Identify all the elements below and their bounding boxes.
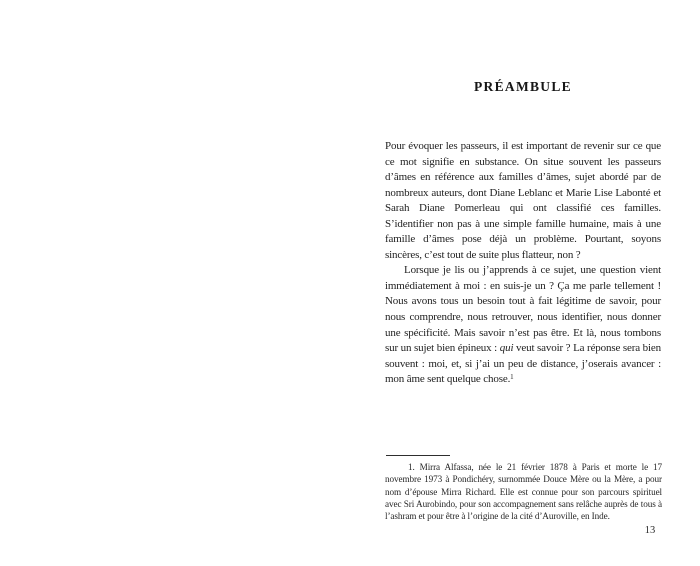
paragraph — [385, 139, 661, 263]
footnote-reference: 1 — [510, 372, 514, 381]
text-segment: 1. Mirra Alfassa, née le 21 février 1878 à Paris et morte le 17 novembre 1973 à Pondichéry, surnommée Douce Mère ou la Mère, a pour nom d’épouse Mirra Richard. Elle est connue pour son parcours spirituel avec Sri Aurobindo, pour son accompagnement sans relâche auprès de tous à l’ashram et pour être à l’origine de la cité d’Auroville, en Inde. — [385, 462, 662, 522]
text-segment: Pour évoquer les passeurs, il est important de revenir sur ce que ce mot signifie en substance. On situe souvent les passeurs d’âmes en référence aux familles d’âmes, sujet abordé par de nombreux auteurs, dont Diane Leblanc et Marie Lise Labonté et Sarah Diane Pomerleau qui ont classifié ces familles. S’identifier non pas à une simple famille humaine, mais à une famille d’âmes pose déjà un problème. Pourtant, soyons sincères, c’est tout de suite plus flatteur, non ? — [385, 140, 661, 261]
footnote-separator-rule — [386, 455, 450, 456]
paragraph — [385, 263, 661, 387]
paragraph — [385, 461, 662, 522]
text-segment: Lorsque je lis ou j’apprends à ce sujet, une question vient immédiatement à moi : en suis-je un ? Ça me parle tellement ! Nous avons tous un besoin tout à fait légitime de savoir, pour nous comprendre, nous retrouver, nous identifier, nous donner une spécificité. Mais savoir n’est pas être. Et là, nous tombons sur un sujet bien épineux : — [385, 264, 661, 355]
italic-text: qui — [499, 342, 514, 355]
text-segment: veut savoir ? La réponse sera bien souvent : moi, et, si j’ai un peu de distance, j’oserais avancer : mon âme sent quelque chose. — [385, 342, 661, 386]
chapter-title: PRÉAMBULE — [474, 79, 572, 94]
body-text — [385, 139, 661, 388]
footnote-text — [385, 461, 662, 522]
page-number: 13 — [644, 525, 656, 536]
